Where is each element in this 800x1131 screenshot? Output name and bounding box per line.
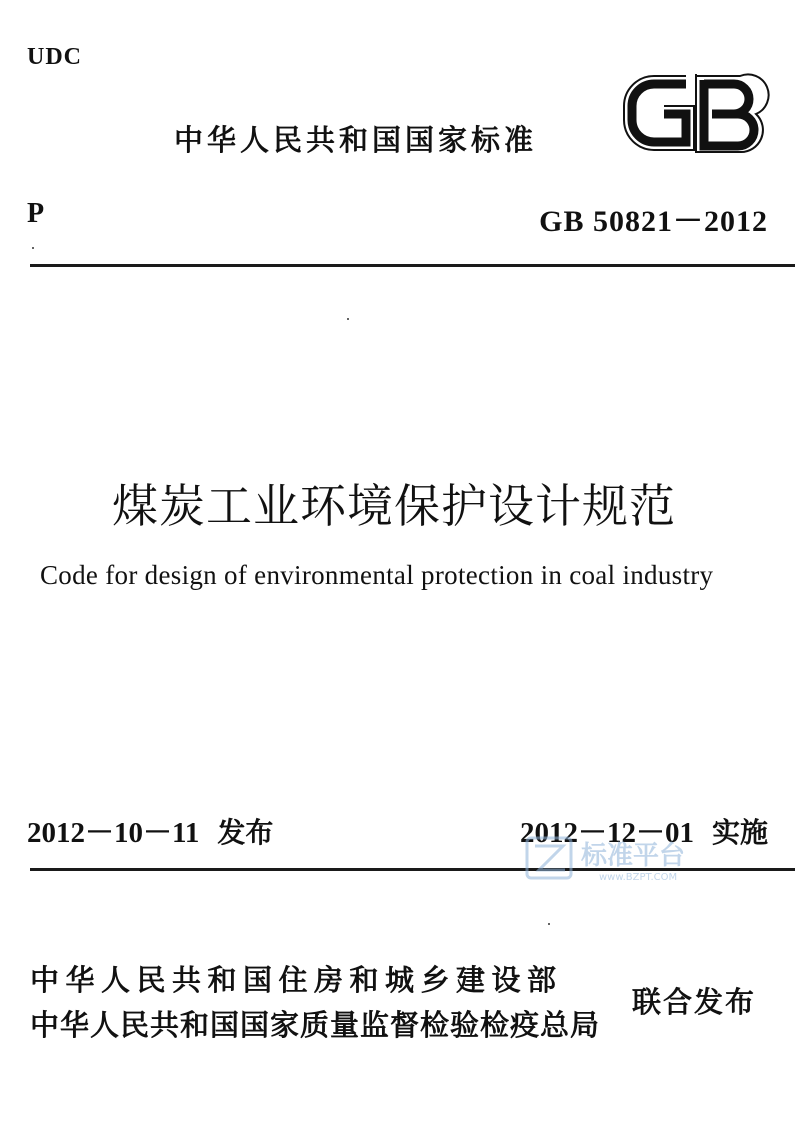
gb-logo — [620, 70, 772, 156]
national-standard-heading: 中华人民共和国国家标准 — [174, 123, 538, 157]
speck — [32, 247, 34, 249]
category-letter: P — [27, 198, 45, 229]
gb-logo-b — [704, 80, 754, 146]
implementation-label: 实施 — [711, 816, 768, 849]
speck — [347, 318, 349, 320]
udc-label: UDC — [27, 44, 82, 70]
publisher-aqsiq: 中华人民共和国国家质量监督检验检疫总局 — [30, 1008, 601, 1042]
implementation-date: 2012－12－01 — [519, 817, 694, 849]
speck — [548, 923, 550, 925]
publisher-ministry-housing: 中华人民共和国住房和城乡建设部 — [30, 963, 563, 997]
standard-number: GB 50821－2012 — [539, 205, 768, 238]
top-divider — [30, 264, 795, 267]
watermark-url: www.BZPT.COM — [599, 872, 678, 883]
title-english: Code for design of environmental protection in coal industry — [40, 560, 714, 590]
gb-logo-g — [632, 84, 686, 142]
watermark-logo — [525, 834, 735, 884]
issue-date-block — [27, 810, 273, 851]
title-chinese: 煤炭工业环境保护设计规范 — [112, 479, 676, 533]
issue-date: 2012－10－11 — [27, 817, 200, 849]
joint-issue-label: 联合发布 — [632, 985, 757, 1019]
watermark-text: 标准平台 — [581, 841, 686, 871]
issue-label: 发布 — [217, 816, 274, 849]
